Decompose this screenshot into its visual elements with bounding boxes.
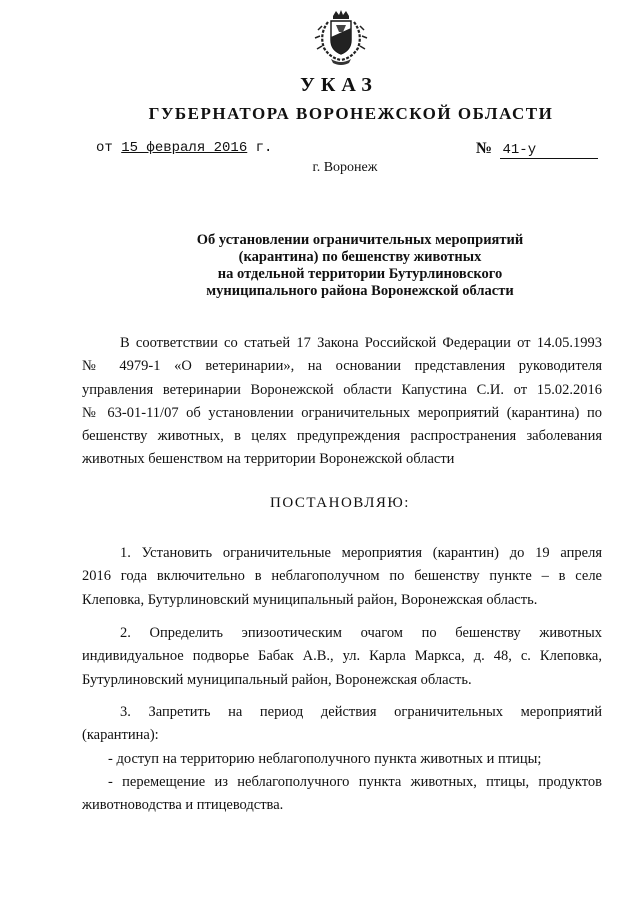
text-line: управления ветеринарии Воронежской области Капустина С.И. от 15.02.2016 <box>82 381 602 398</box>
date-prefix: от <box>96 140 113 156</box>
text-line: 2. Определить эпизоотическим очагом по бешенству животных <box>120 625 602 641</box>
decree-date <box>96 140 272 156</box>
document-title: УКАЗ <box>300 74 378 96</box>
subject-line: Об установлении ограничительных мероприятий <box>196 232 524 248</box>
coat-of-arms-icon <box>314 10 368 66</box>
paragraph-3 <box>82 701 602 817</box>
text-line: № 63-01-11/07 об установлении ограничительных мероприятий (карантина) по <box>82 404 602 421</box>
subject-line: (карантина) по бешенству животных <box>238 249 482 265</box>
text-line: индивидуальное подворье Бабак А.В., ул. Карла Маркса, д. 48, с. Клеповка, <box>82 648 602 665</box>
text-line: № 4979-1 «О ветеринарии», на основании представления руководителя <box>82 358 602 375</box>
city: г. Воронеж <box>312 160 378 175</box>
text-line: Бутурлиновский муниципальный район, Воронежская область. <box>82 671 472 688</box>
subject-line: на отдельной территории Бутурлиновского <box>217 266 503 282</box>
decree-number <box>476 140 598 159</box>
date-value: 15 февраля 2016 <box>121 140 248 156</box>
number-value: 41-у <box>500 142 598 159</box>
subject-line: муниципального района Воронежской области <box>206 283 514 299</box>
text-line: животных бешенством на территории Воронежской области <box>82 451 455 468</box>
text-line: бешенству животных, в целях предупреждения распространения заболевания <box>82 428 602 445</box>
number-sign: № <box>476 140 493 157</box>
decree-subject <box>130 232 590 300</box>
text-line: (карантина): <box>82 727 159 744</box>
text-line: 1. Установить ограничительные мероприятия (карантин) до 19 апреля <box>120 545 602 561</box>
text-line: - доступ на территорию неблагополучного пункта животных и птицы; <box>108 750 542 767</box>
paragraph-1 <box>82 542 602 612</box>
text-line: Клеповка, Бутурлиновский муниципальный район, Воронежская область. <box>82 591 538 608</box>
text-line: 3. Запретить на период действия ограничительных мероприятий <box>120 704 602 720</box>
text-line: животноводства и птицеводства. <box>82 797 284 814</box>
text-line: В соответствии со статьей 17 Закона Российской Федерации от 14.05.1993 <box>120 335 602 351</box>
text-line: 2016 года включительно в неблагополучном по бешенству пункте – в селе <box>82 568 602 585</box>
text-line: - перемещение из неблагополучного пункта животных, птицы, продуктов <box>108 773 602 790</box>
document-subtitle: ГУБЕРНАТОРА ВОРОНЕЖСКОЙ ОБЛАСТИ <box>148 104 554 123</box>
paragraph-2 <box>82 622 602 692</box>
date-suffix: г. <box>255 140 273 156</box>
resolve-heading: ПОСТАНОВЛЯЮ: <box>270 495 410 511</box>
preamble-paragraph <box>82 332 602 472</box>
